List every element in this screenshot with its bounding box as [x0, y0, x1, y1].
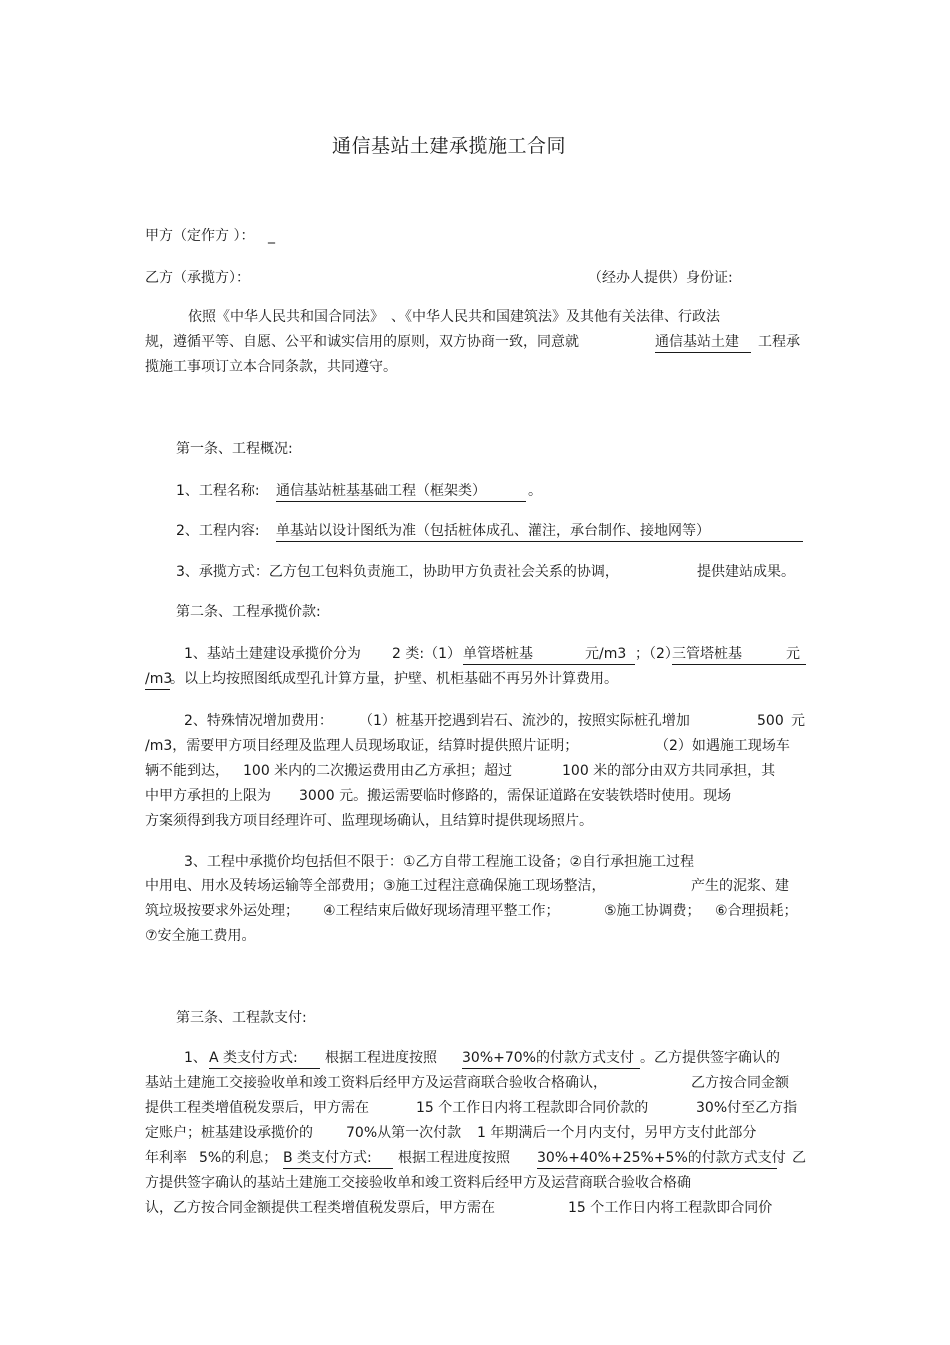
included-costs-3d: ⑥合理损耗； [715, 903, 798, 919]
payment-5f: 。乙 [778, 1150, 806, 1166]
triple-tube-tower-price [672, 645, 806, 665]
extra-cost-4b: 3000 元。搬运需要临时修路的，需保证道路在安装铁塔时使用。现场 [299, 788, 732, 804]
payment-7a: 认，乙方按合同金额提供工程类增值税发票后，甲方需在 [145, 1200, 495, 1216]
id-card-note: （经办人提供）身份证: [588, 270, 733, 286]
included-costs-2a: 中用电、用水及转场运输等全部费用；③施工过程注意确保施工现场整洁， [145, 878, 606, 894]
payment-b-ratio: 30%+40%+25%+5%的付款方式支付 [537, 1149, 777, 1169]
price-line-1a: 1、基站土建建设承揽价分为 [184, 646, 361, 662]
article-3-heading: 第三条、工程款支付: [176, 1010, 307, 1026]
article-1-heading: 第一条、工程概况: [176, 441, 293, 457]
payment-4a: 定账户；桩基建设承揽价的 [145, 1125, 313, 1141]
extra-cost-1a: 2、特殊情况增加费用： [184, 713, 333, 729]
project-name-value: 通信基站桩基基础工程（框架类） [276, 482, 526, 502]
project-content-value: 单基站以设计图纸为准（包括桩体成孔、灌注，承台制作、接地网等） [276, 522, 803, 542]
payment-type-b: B 类支付方式: [283, 1149, 393, 1169]
included-costs-4: ⑦安全施工费用。 [145, 928, 256, 944]
extra-cost-1c: 500 [757, 713, 784, 729]
included-costs-3b: ④工程结束后做好现场清理平整工作； [323, 903, 560, 919]
included-costs-1: 3、工程中承揽价均包括但不限于：①乙方自带工程施工设备；②自行承担施工过程 [184, 854, 695, 870]
payment-6: 方提供签字确认的基站土建施工交接验收单和竣工资料后经甲方及运营商联合验收合格确 [145, 1175, 691, 1191]
payment-3b: 15 个工作日内将工程款即合同价款的 [416, 1100, 649, 1116]
price-line-1e: ；（2） [635, 646, 679, 662]
party-a-label: 甲方（定作方 ）： [145, 228, 255, 244]
intro-project-name: 通信基站土建 [655, 333, 751, 353]
project-content-label: 2、工程内容: [176, 523, 260, 539]
document-title: 通信基站土建承揽施工合同 [332, 135, 567, 157]
payment-1a: 1、 [184, 1050, 207, 1066]
payment-1e: 。乙方提供签字确认的 [640, 1050, 780, 1066]
payment-2b: 乙方按合同金额 [691, 1075, 789, 1091]
extra-cost-2a: /m3，需要甲方项目经理及监理人员现场取证，结算时提供照片证明； [145, 738, 579, 754]
extra-cost-2b: （2）如遇施工现场车 [655, 738, 790, 754]
party-a-blank: _ [268, 228, 275, 244]
extra-cost-3b: 100 米内的二次搬运费用由乙方承担；超过 [243, 763, 513, 779]
contract-mode-a: 3、承揽方式：乙方包工包料负责施工，协助甲方负责社会关系的协调， [176, 564, 619, 580]
included-costs-3c: ⑤施工协调费； [604, 903, 701, 919]
contract-mode-b: 提供建站成果。 [697, 564, 795, 580]
payment-4b: 70%从第一次付款 [346, 1125, 462, 1141]
single-tube-tower-price [463, 645, 635, 665]
triple-tube-tower-label: 三管塔桩基 [672, 646, 742, 662]
triple-tube-tower-unit: 元 [786, 646, 800, 662]
project-name-label: 1、工程名称: [176, 483, 260, 499]
extra-cost-3a: 辆不能到达， [145, 763, 229, 779]
payment-1c: 根据工程进度按照 [325, 1050, 437, 1066]
extra-cost-1d: 元 [791, 713, 805, 729]
payment-type-a: A 类支付方式: [209, 1049, 320, 1069]
extra-cost-5: 方案须得到我方项目经理许可、监理现场确认，且结算时提供现场照片。 [145, 813, 593, 829]
extra-cost-4a: 中甲方承担的上限为 [145, 788, 271, 804]
price-unit-m3: /m3 [145, 670, 170, 690]
extra-cost-1b: （1）桩基开挖遇到岩石、流沙的，按照实际桩孔增加 [359, 713, 690, 729]
single-tube-tower-label: 单管塔桩基 [463, 646, 533, 662]
payment-3c: 30%付至乙方指 [696, 1100, 798, 1116]
party-b-label: 乙方（承揽方）： [145, 270, 250, 286]
project-name-end: 。 [528, 483, 542, 499]
intro-line-1: 依照《中华人民共和国合同法》 、《中华人民共和国建筑法》及其他有关法律、行政法 [188, 309, 720, 325]
intro-line-2a: 规，遵循平等、自愿、公平和诚实信用的原则，双方协商一致，同意就 [145, 334, 579, 350]
price-line-1b: 2 类:（1） [392, 646, 461, 662]
payment-2a: 基站土建施工交接验收单和竣工资料后经甲方及运营商联合验收合格确认， [145, 1075, 607, 1091]
intro-line-3: 揽施工事项订立本合同条款，共同遵守。 [145, 359, 397, 375]
intro-line-2b: 工程承 [758, 334, 800, 350]
payment-7b: 15 个工作日内将工程款即合同价 [568, 1200, 773, 1216]
article-2-heading: 第二条、工程承揽价款: [176, 604, 321, 620]
price-line-1i: 。以上均按照图纸成型孔计算方量，护壁、机柜基础不再另外计算费用。 [170, 671, 618, 687]
payment-5a: 年利率 [145, 1150, 187, 1166]
extra-cost-3c: 100 米的部分由双方共同承担，其 [562, 763, 776, 779]
payment-5d: 根据工程进度按照 [398, 1150, 510, 1166]
payment-5b: 5%的利息； [199, 1150, 278, 1166]
single-tube-tower-unit: 元/m3 [585, 646, 627, 662]
included-costs-2b: 产生的泥浆、建 [691, 878, 789, 894]
payment-3a: 提供工程类增值税发票后，甲方需在 [145, 1100, 369, 1116]
payment-4c: 1 年期满后一个月内支付，另甲方支付此部分 [477, 1125, 757, 1141]
payment-a-ratio: 30%+70%的付款方式支付 [462, 1049, 640, 1069]
included-costs-3a: 筑垃圾按要求外运处理； [145, 903, 299, 919]
